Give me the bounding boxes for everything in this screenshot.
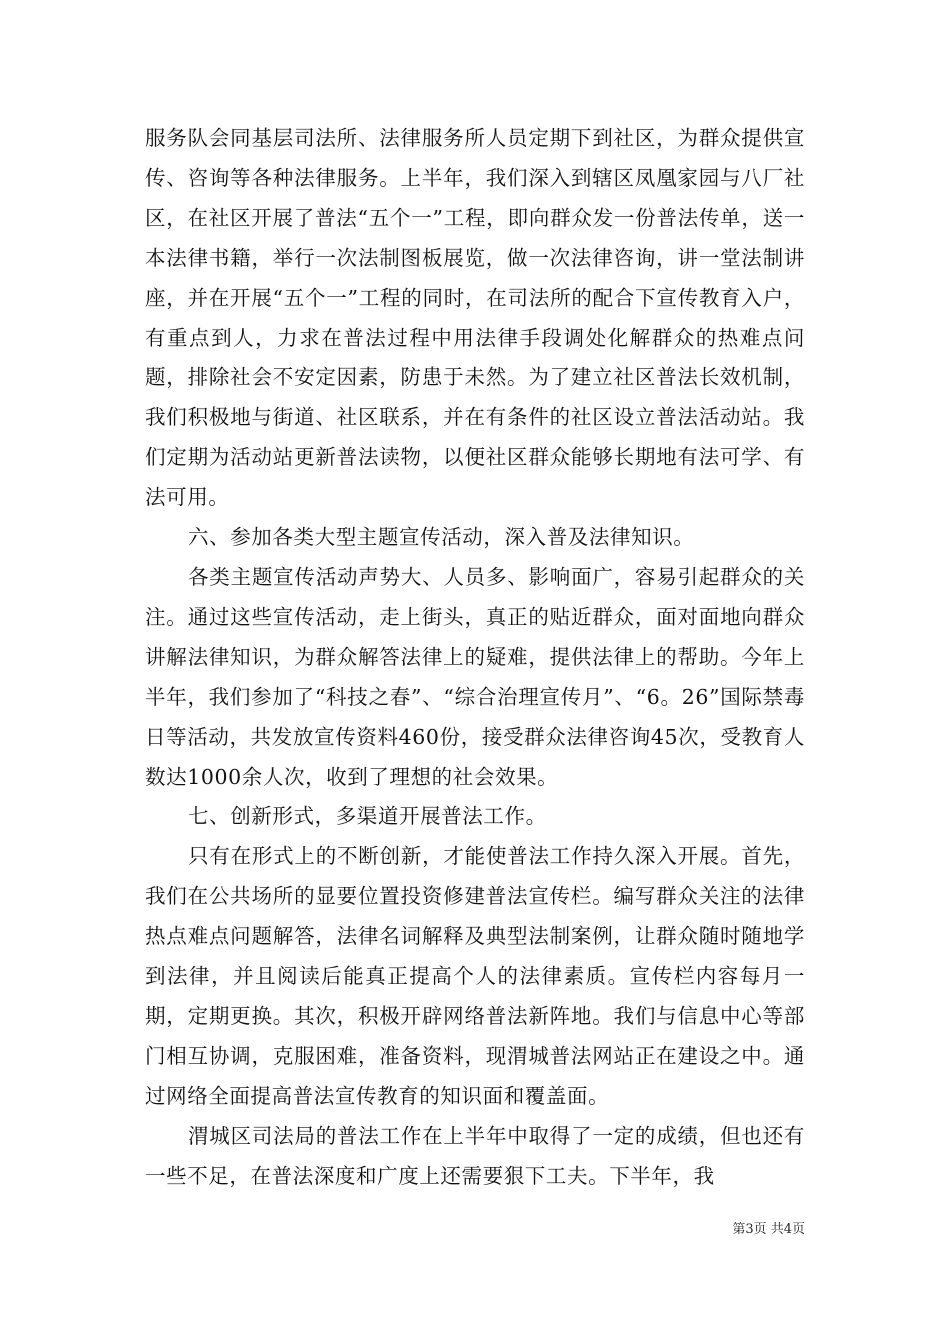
page-number-footer: 第3页 共4页	[732, 1222, 805, 1237]
paragraph-summary: 渭城区司法局的普法工作在上半年中取得了一定的成绩，但也还有一些不足，在普法深度和广度上还需要狠下工夫。下半年，我	[145, 1123, 805, 1188]
section-heading-six: 六、参加各类大型主题宣传活动，深入普及法律知识。	[188, 525, 695, 550]
paragraph-innovation: 只有在形式上的不断创新，才能使普法工作持久深入开展。首先，我们在公共场所的显要位置投资修建普法宣传栏。编写群众关注的法律热点难点问题解答，法律名词解释及典型法制案例，让群众随时随地学到法律，并且阅读后能真正提高个人的法律素质。宣传栏内容每月一期，定期更换。其次，积极开辟网络普法新阵地。我们与信息中心等部门相互协调，克服困难，准备资料，现渭城普法网站正在建设之中。通过网络全面提高普法宣传教育的知识面和覆盖面。	[145, 844, 805, 1108]
paragraph-community-service: 服务队会同基层司法所、法律服务所人员定期下到社区，为群众提供宣传、咨询等各种法律服务。上半年，我们深入到辖区凤凰家园与八厂社区，在社区开展了普法“五个一”工程，即向群众发一份普法传单，送一本法律书籍，举行一次法制图板展览，做一次法律咨询，讲一堂法制讲座，并在开展“五个一”工程的同时，在司法所的配合下宣传教育入户，有重点到人，力求在普法过程中用法律手段调处化解群众的热难点问题，排除社会不安定因素，防患于未然。为了建立社区普法长效机制，我们积极地与街道、社区联系，并在有条件的社区设立普法活动站。我们定期为活动站更新普法读物，以便社区群众能够长期地有法可学、有法可用。	[145, 126, 805, 510]
section-heading-seven: 七、创新形式，多渠道开展普法工作。	[188, 804, 547, 829]
paragraph-theme-campaigns: 各类主题宣传活动声势大、人员多、影响面广，容易引起群众的关注。通过这些宣传活动，走上街头，真正的贴近群众，面对面地向群众讲解法律知识，为群众解答法律上的疑难，提供法律上的帮助。今年上半年，我们参加了“科技之春”、“综合治理宣传月”、“6。26”国际禁毒日等活动，共发放宣传资料460份，接受群众法律咨询45次，受教育人数达1000余人次，收到了理想的社会效果。	[145, 564, 805, 789]
document-body	[145, 119, 805, 1196]
